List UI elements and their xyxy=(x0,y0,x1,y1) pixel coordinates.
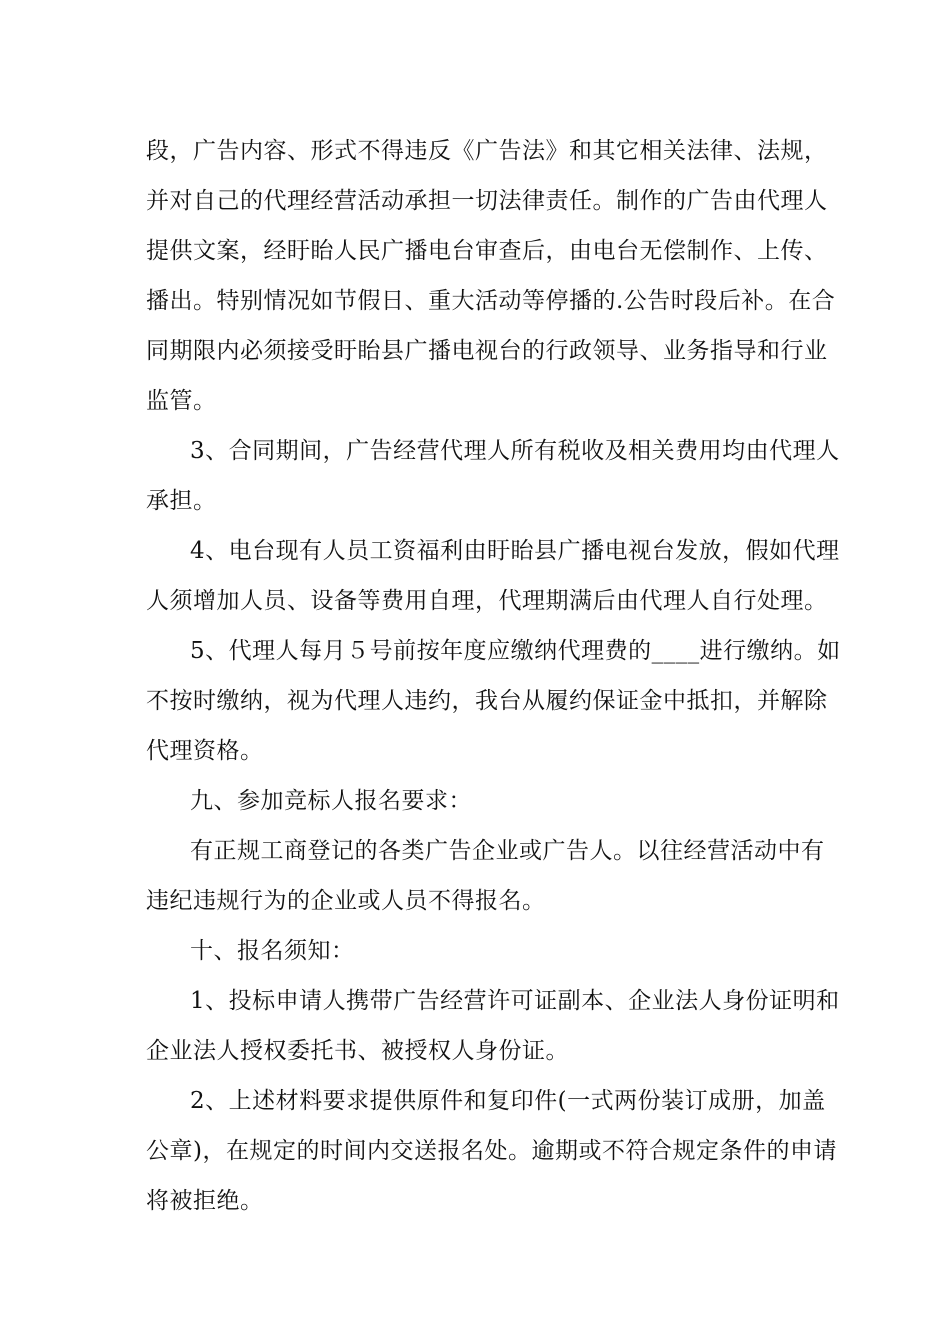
text-line: 人须增加人员、设备等费用自理，代理期满后由代理人自行处理。 xyxy=(146,588,828,614)
text-line: 播出。特别情况如节假日、重大活动等停播的.公告时段后补。在合 xyxy=(146,288,836,314)
text-line: 同期限内必须接受盱眙县广播电视台的行政领导、业务指导和行业 xyxy=(146,338,828,364)
section-heading: 九、参加竞标人报名要求： xyxy=(190,788,472,814)
text-line: 3、合同期间，广告经营代理人所有税收及相关费用均由代理人 xyxy=(190,438,840,464)
text-line: 承担。 xyxy=(146,488,217,514)
text-line: 段，广告内容、形式不得违反《广告法》和其它相关法律、法规， xyxy=(146,138,828,164)
section-heading: 十、报名须知： xyxy=(190,938,355,964)
text-line: 公章)，在规定的时间内交送报名处。逾期或不符合规定条件的申请 xyxy=(146,1138,837,1164)
text-line: 代理资格。 xyxy=(146,738,264,764)
text-line: 监管。 xyxy=(146,388,217,414)
text-line: 1、投标申请人携带广告经营许可证副本、企业法人身份证明和 xyxy=(190,988,840,1014)
text-line: 并对自己的代理经营活动承担一切法律责任。制作的广告由代理人 xyxy=(146,188,828,214)
text-line: 有正规工商登记的各类广告企业或广告人。以往经营活动中有 xyxy=(190,838,825,864)
text-line: 5、代理人每月５号前按年度应缴纳代理费的____进行缴纳。如 xyxy=(190,638,841,664)
text-line: 2、上述材料要求提供原件和复印件(一式两份装订成册，加盖 xyxy=(190,1088,826,1114)
text-line: 违纪违规行为的企业或人员不得报名。 xyxy=(146,888,546,914)
text-line: 不按时缴纳，视为代理人违约，我台从履约保证金中抵扣，并解除 xyxy=(146,688,828,714)
text-line: 提供文案，经盱眙人民广播电台审查后，由电台无偿制作、上传、 xyxy=(146,238,828,264)
text-line: 4、电台现有人员工资福利由盱眙县广播电视台发放，假如代理 xyxy=(190,538,840,564)
text-line: 企业法人授权委托书、被授权人身份证。 xyxy=(146,1038,569,1064)
text-line: 将被拒绝。 xyxy=(146,1188,264,1214)
